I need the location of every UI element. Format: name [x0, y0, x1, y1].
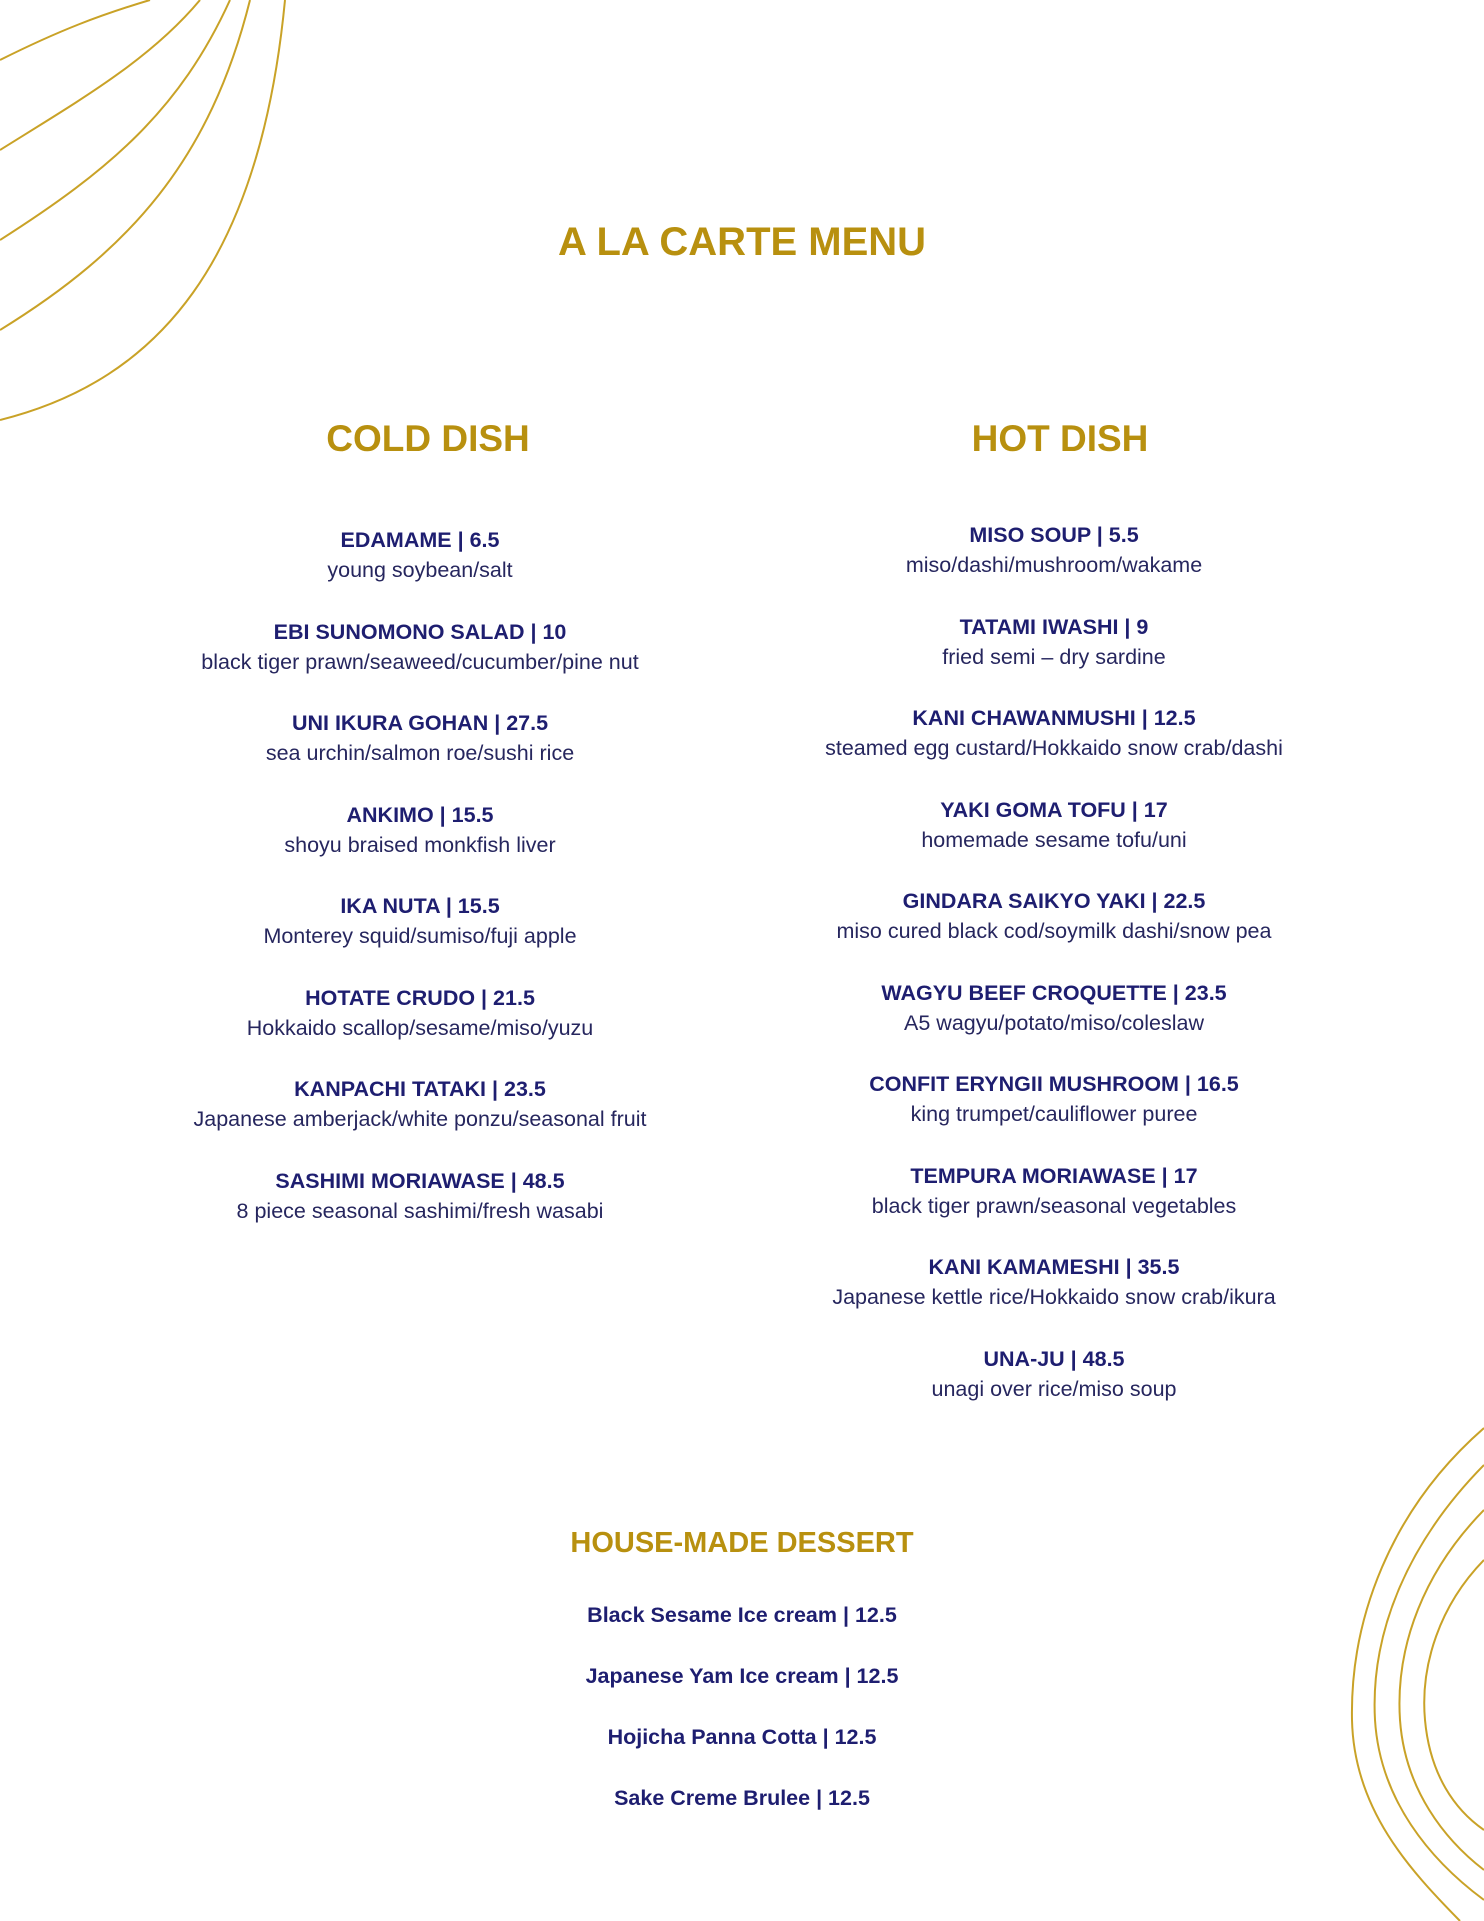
menu-item [140, 983, 700, 1075]
item-name: KANI KAMAMESHI | 35.5 [928, 1255, 1180, 1279]
item-description: young soybean/salt [327, 558, 513, 582]
menu-title: A LA CARTE MENU [557, 220, 927, 264]
item-description: steamed egg custard/Hokkaido snow crab/dashi [825, 736, 1283, 760]
item-description: king trumpet/cauliflower puree [910, 1102, 1198, 1126]
menu-item [140, 1166, 700, 1258]
dessert-item: Sake Creme Brulee | 12.5 [614, 1786, 870, 1810]
item-name: KANI CHAWANMUSHI | 12.5 [912, 706, 1196, 730]
hot-dish-list [774, 520, 1334, 1435]
cold-dish-list [140, 525, 700, 1257]
item-description: shoyu braised monkfish liver [284, 832, 556, 857]
item-name: KANPACHI TATAKI | 23.5 [294, 1077, 546, 1101]
item-description: sea urchin/salmon roe/sushi rice [265, 741, 575, 765]
menu-item [774, 520, 1334, 612]
item-name: UNI IKURA GOHAN | 27.5 [291, 711, 549, 735]
menu-item [140, 800, 700, 892]
item-name: HOTATE CRUDO | 21.5 [305, 985, 535, 1010]
item-name: CONFIT ERYNGII MUSHROOM | 16.5 [869, 1072, 1239, 1096]
menu-item [774, 1252, 1334, 1344]
item-name: EBI SUNOMONO SALAD | 10 [273, 619, 567, 644]
menu-item [140, 708, 700, 800]
item-name: WAGYU BEEF CROQUETTE | 23.5 [881, 980, 1227, 1005]
item-name: ANKIMO | 15.5 [346, 802, 494, 827]
menu-item [140, 891, 700, 983]
cold-dish-heading: COLD DISH [326, 418, 530, 459]
menu-item [774, 795, 1334, 887]
dessert-heading: HOUSE-MADE DESSERT [570, 1527, 914, 1559]
menu-item [774, 1161, 1334, 1253]
hot-dish-heading: HOT DISH [971, 418, 1149, 459]
item-description: black tiger prawn/seasonal vegetables [871, 1193, 1237, 1218]
item-name: TEMPURA MORIAWASE | 17 [910, 1163, 1198, 1188]
item-description: 8 piece seasonal sashimi/fresh wasabi [236, 1198, 604, 1223]
item-description: Japanese amberjack/white ponzu/seasonal fruit [193, 1107, 647, 1131]
menu-item [140, 617, 700, 709]
menu-item [774, 978, 1334, 1070]
menu-item [774, 886, 1334, 978]
menu-item [140, 1074, 700, 1166]
item-description: Japanese kettle rice/Hokkaido snow crab/ikura [832, 1285, 1276, 1309]
menu-item [140, 525, 700, 617]
item-name: TATAMI IWASHI | 9 [959, 614, 1149, 639]
menu-item [774, 1069, 1334, 1161]
item-name: YAKI GOMA TOFU | 17 [940, 797, 1168, 822]
item-name: IKA NUTA | 15.5 [340, 894, 500, 918]
dessert-item: Black Sesame Ice cream | 12.5 [587, 1603, 897, 1627]
item-description: miso/dashi/mushroom/wakame [905, 553, 1203, 577]
dessert-list [0, 1600, 1484, 1844]
item-description: A5 wagyu/potato/miso/coleslaw [904, 1010, 1204, 1035]
item-description: miso cured black cod/soymilk dashi/snow pea [836, 919, 1272, 943]
menu-item [774, 1344, 1334, 1436]
item-description: black tiger prawn/seaweed/cucumber/pine nut [201, 649, 639, 674]
item-name: EDAMAME | 6.5 [340, 528, 500, 552]
item-description: Monterey squid/sumiso/fuji apple [263, 924, 577, 948]
item-description: Hokkaido scallop/sesame/miso/yuzu [246, 1015, 594, 1040]
dessert-item: Japanese Yam Ice cream | 12.5 [585, 1664, 899, 1688]
item-name: MISO SOUP | 5.5 [969, 523, 1139, 547]
item-name: GINDARA SAIKYO YAKI | 22.5 [902, 889, 1206, 913]
item-description: unagi over rice/miso soup [931, 1376, 1177, 1401]
item-name: SASHIMI MORIAWASE | 48.5 [275, 1168, 565, 1193]
menu-item [774, 703, 1334, 795]
item-description: homemade sesame tofu/uni [921, 827, 1187, 852]
menu-item [774, 612, 1334, 704]
item-name: UNA-JU | 48.5 [983, 1346, 1125, 1371]
item-description: fried semi – dry sardine [942, 644, 1166, 669]
dessert-item: Hojicha Panna Cotta | 12.5 [607, 1725, 877, 1749]
